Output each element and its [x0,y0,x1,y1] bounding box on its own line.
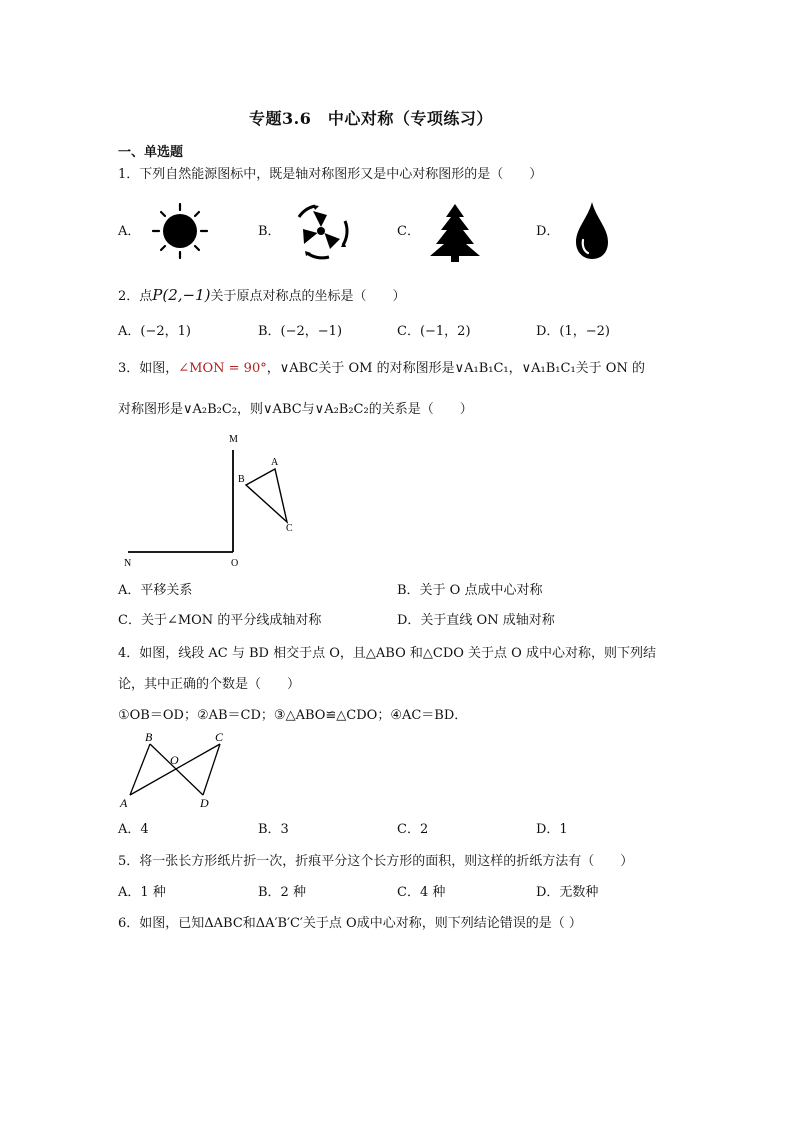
q2-point: P(2,−1) [152,286,211,304]
q3-angle: ∠MON = 90° [178,361,267,376]
q4-option-b: B．3 [258,822,289,837]
q1-stem: 1．下列自然能源图标中，既是轴对称图形又是中心对称图形的是（ ） [118,167,543,182]
q3-option-d: D．关于直线 ON 成轴对称 [397,613,555,628]
q4-option-d: D．1 [536,822,568,837]
tree-icon [428,204,482,262]
label-a: A [120,796,128,810]
q1-option-c-label: C． [397,224,420,239]
q4-line1: 4．如图，线段 AC 与 BD 相交于点 O，且△ABO 和△CDO 关于点 O 成中心对称，则下列结 [118,646,656,661]
q1-option-b-label: B． [258,224,281,239]
segment-ab [130,744,150,795]
q2-option-d: D．(1，−2) [536,324,611,339]
label-c: C [286,523,293,534]
q4-option-a: A．4 [118,822,149,837]
q5-option-a: A．1 种 [118,885,166,900]
label-b: B [238,474,245,485]
q3-figure [118,430,308,575]
q4-line2: 论，其中正确的个数是（ ） [118,677,301,692]
q5-option-d: D．无数种 [536,885,599,900]
q2-stem [118,287,406,305]
q6-stem: 6．如图，已知ΔABC和ΔA′B′C′关于点 O成中心对称，则下列结论错误的是（ ） [118,916,582,931]
q3-option-a: A．平移关系 [118,583,193,598]
q3-option-b: B．关于 O 点成中心对称 [397,583,543,598]
q3-line2: 对称图形是∨A₂B₂C₂，则∨ABC与∨A₂B₂C₂的关系是（ ） [118,402,473,417]
q3-line1-b: ，∨ABC关于 OM 的对称图形是∨A₁B₁C₁，∨A₁B₁C₁关于 ON 的 [266,361,645,376]
segment-bd [150,744,203,795]
q4-option-c: C．2 [397,822,429,837]
q2-option-b: B．(−2，−1) [258,324,343,339]
sun-icon [150,202,210,262]
triangle-abc [246,469,287,522]
q2-stem-suffix: 关于原点对称点的坐标是（ ） [210,289,406,304]
label-a: A [271,457,279,468]
q2-stem-prefix: 2．点 [118,289,153,304]
q2-option-c: C．(−1，2) [397,324,471,339]
q1-option-d-label: D． [536,224,560,239]
label-o: O [231,558,239,569]
q3-line1-a: 3．如图， [118,361,179,376]
label-d: D [200,796,209,810]
segment-ac [130,744,220,795]
q3-option-c: C．关于∠MON 的平分线成轴对称 [118,613,322,628]
windmill-icon [290,200,352,262]
label-b: B [145,730,153,744]
label-m: M [229,434,238,445]
label-o: O [170,753,179,767]
q1-option-a-label: A． [118,224,141,239]
label-c: C [215,730,224,744]
q5-option-c: C．4 种 [397,885,446,900]
q4-line3: ①OB＝OD；②AB＝CD；③△ABO≌△CDO；④AC＝BD． [118,708,468,723]
page-title: 专题3.6 中心对称（专项练习） [249,109,493,128]
q5-stem: 5．将一张长方形纸片折一次，折痕平分这个长方形的面积，则这样的折纸方法有（ ） [118,854,634,869]
q3-line1 [118,361,645,377]
q4-figure [118,730,248,812]
label-n: N [124,558,132,569]
section-heading: 一、单选题 [118,145,184,160]
q5-option-b: B．2 种 [258,885,306,900]
water-drop-icon [570,200,616,262]
q2-option-a: A．(−2，1) [118,324,191,339]
